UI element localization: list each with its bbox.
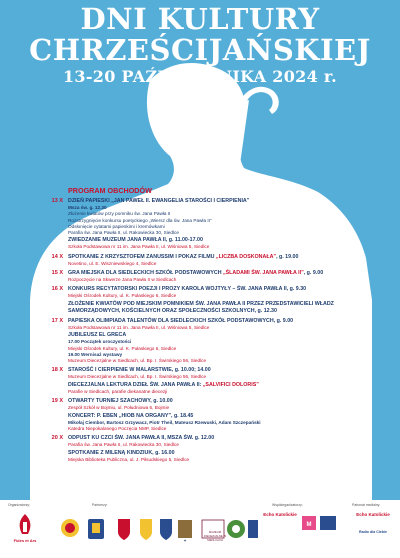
sponsor-labels (8, 503, 392, 509)
event-location: Zespół Szkół w Bojmiu, ul. Południowa 6, Bojmie (68, 405, 170, 411)
svg-text:✦: ✦ (183, 538, 187, 543)
event-14-oct (38, 254, 358, 267)
label-patronage: Współorganizatorzy: (272, 503, 303, 507)
event-date: 16 X (51, 286, 63, 293)
event-location: Muzeum Diecezjalne w Siedlcach, ul. Bp. I. Świrskiego 56, Siedlce (68, 374, 207, 380)
event-title-pre: GRA MIEJSKA DLA SIEDLECKICH SZKÓŁ PODSTAWOWYCH (68, 269, 223, 276)
sub-event-line: Mikołaj Ciembor, Bartosz Grzywacz, Piotr Theil, Mateusz Rzewuski, Adam Szczepański (68, 419, 261, 425)
echo-katolickie-logo: Echo Katolickie (263, 512, 297, 517)
event-location: Novetino, ul. E. Wiszniewskiego 4, Siedlce (68, 260, 157, 266)
event-19-oct (38, 398, 358, 432)
event-title: ODPUST KU CZCI ŚW. JANA PAWŁA II, MSZA ŚW. g. 12.00 (68, 435, 215, 442)
sub-event-line: 17.00 Początek uroczystości (68, 339, 132, 345)
sub-event-location: Miejski Ośrodek Kultury, ul. K. Pułaskiego 6, Siedlce (68, 345, 177, 351)
label-media: Patronat medialny: (352, 503, 381, 507)
fides-et-ars-logo (10, 512, 40, 538)
event-line: Msza św. g. 12.30 (68, 205, 107, 211)
event-date: 18 X (51, 367, 63, 374)
sub-event-title: ZŁOŻENIE KWIATÓW POD MIEJSKIM POMNIKIEM ŚW. JANA PAWŁA II PRZEZ PRZEDSTAWICIELI WŁADZ SAMORZĄDOWYCH, KOŚCIELNYCH ORAZ SPOŁECZNOŚCI SZKOLNYCH, g. 12.30 (68, 300, 334, 314)
media-echo-katolickie-logo: Echo Katolickie (356, 512, 390, 517)
event-location: Rozpoczęcie na Skwerze Jana Pawła II w Siedlcach (68, 276, 177, 282)
poster-title-line2: CHRZEŚCIJAŃSKIEJ (29, 33, 371, 67)
event-location: Szkoła Podstawowa nr 11 im. Jana Pawła II, ul. Wiśniowa 5, Siedlce (68, 324, 210, 330)
event-line: Złożenie kwiatów przy pomniku św. Jana Pawła II (68, 211, 171, 217)
sub-event-location: Miejska Biblioteka Publiczna, ul. J. Piłsudskiego 5, Siedlce (68, 456, 190, 462)
sub-event-location: Katedra Niepokalanego Poczęcia NMP, Siedlce (68, 425, 167, 431)
event-title: STAROŚĆ I CIERPIENIE W MALARSTWIE, g. 10.00; 14.00 (68, 367, 211, 374)
event-location: Miejski Ośrodek Kultury, ul. K. Pułaskiego 6, Siedlce (68, 293, 177, 299)
poster-title-line1: DNI KULTURY (80, 2, 320, 36)
sub-event-title: KONCERT: P. EBEN „HIOB NA ORGANY”, g. 18.45 (68, 412, 194, 419)
event-title: KONKURS RECYTATORSKI POEZJI I PROZY KAROLA WOJTYŁY – ŚW. JANA PAWŁA II, g. 9.30 (68, 286, 307, 293)
event-title-highlight: „ŚLADAMI ŚW. JANA PAWŁA II” (223, 269, 304, 276)
event-location: Parafia św. Jana Pawła II, ul. Rakowiecka 30, Siedlce (68, 229, 179, 235)
svg-text:M: M (306, 522, 312, 528)
event-date: 15 X (51, 269, 63, 276)
sub-event-title: ZWIEDZANIE MUZEUM JANA PAWŁA II, g. 11.00-17.00 (68, 237, 203, 244)
event-18-oct (38, 367, 358, 395)
event-17-oct (38, 318, 358, 364)
event-title-highlight: „LICZBA DOSKONAŁA” (215, 253, 277, 260)
label-partners: Partnerzy: (92, 503, 108, 507)
event-20-oct (38, 435, 358, 463)
event-15-oct (38, 270, 358, 283)
sub-event (68, 301, 358, 315)
program-list (38, 186, 358, 463)
event-line: Odsłonięcie cytatami papieskimi i kremówkami (68, 223, 165, 229)
event-title: PAPIESKA OLIMPIADA TALENTÓW DLA SIEDLECKICH SZKÓŁ PODSTAWOWYCH, g. 9.00 (68, 317, 294, 324)
event-line: Rozstrzygnięcie konkursu poetyckiego „Wiersz dla św. Jana Pawła II” (68, 217, 212, 223)
event-title: DZIEŃ PAPIESKI „JAN PAWEŁ II. EWANGELIA STAROŚCI I CIERPIENIA” (68, 198, 250, 204)
event-date: 20 X (51, 435, 63, 442)
event-location: Parafia św. Jana Pawła II, ul. Rakowiecka 30, Siedlce (68, 442, 179, 448)
sub-event (68, 450, 358, 463)
sub-event-title: SPOTKANIE Z MILENĄ KINDZIUK, g. 16.00 (68, 449, 175, 456)
event-title-post: , g. 19.00 (276, 253, 299, 260)
event-title-pre: SPOTKANIE Z KRZYSZTOFEM ZANUSSIM I POKAZ FILMU (68, 253, 216, 260)
event-16-oct (38, 286, 358, 315)
cooperation-logos (300, 512, 340, 538)
event-title-post: , g. 9.00 (303, 269, 324, 276)
event-date: 17 X (51, 317, 63, 324)
fides-et-ars-name: Fides et Ars (13, 538, 37, 543)
muzeum-logo-text: MUZEUM DIECEZJALNE W SIEDLCACH (203, 530, 227, 542)
event-date: 13 X (51, 198, 63, 204)
sub-event-title-highlight: „SALVIFICI DOLORIS” (202, 381, 259, 388)
event-title (68, 270, 358, 277)
event-date: 19 X (51, 398, 63, 405)
sub-event (68, 237, 358, 250)
sub-event (68, 332, 358, 364)
sub-event-line: 19.00 Wernisaż wystawy (68, 351, 123, 357)
event-title: OTWARTY TURNIEJ SZACHOWY, g. 10.00 (68, 398, 173, 405)
sub-event-title (68, 382, 358, 389)
title-block (0, 4, 400, 88)
partner-logos-row (60, 512, 260, 550)
sub-event-title: JUBILEUSZ EL GRECA (68, 332, 127, 339)
event-title (68, 254, 358, 261)
poster-dates: 13-20 PAŹDZIERNIKA 2024 r. (62, 67, 338, 86)
sub-event-title-pre: DIECEZJALNA LEKTURA DZIEŁ ŚW. JANA PAWŁA II: (68, 381, 203, 388)
event-date: 14 X (51, 253, 63, 260)
sub-event-location: Parafie w Siedlcach, parafie diekanatne diecezji (68, 388, 168, 394)
sub-event (68, 382, 358, 395)
sub-event-location: Szkoła Podstawowa nr 11 im. Jana Pawła II, ul. Wiśniowa 5, Siedlce (68, 244, 210, 250)
event-13-oct (38, 198, 358, 251)
sponsors-bar (0, 500, 400, 558)
sub-event-location: Muzeum Diecezjalne w Siedlcach, ul. Bp. I. Świrskiego 56, Siedlce (68, 358, 207, 364)
label-organizers: Organizatorzy: (8, 503, 31, 507)
program-heading: PROGRAM OBCHODÓW (68, 186, 152, 195)
radio-logo: Radio dla Ciebie (359, 530, 387, 534)
sub-event (68, 413, 358, 433)
